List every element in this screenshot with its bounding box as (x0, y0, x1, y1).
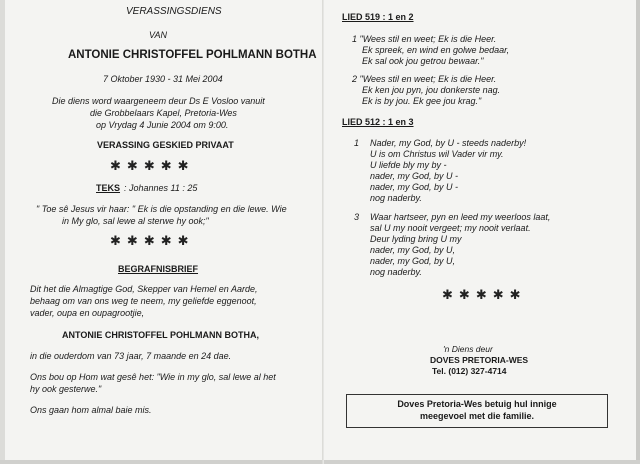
condolence-box (346, 394, 608, 428)
star-icon: ✱ (110, 233, 121, 248)
van-label: VAN (149, 30, 168, 40)
lied-512-v3-line-4: nader, my God, by U, (370, 245, 456, 255)
credit-line-3: Tel. (012) 327-4714 (432, 366, 507, 376)
service-line-1: Die diens word waargeneem deur Ds E Vosloo vanuit (52, 96, 265, 106)
quote-line-2: in My glo, sal lewe al sterwe hy ook;" (62, 216, 209, 226)
lied-512-v3-line-3: Deur lyding bring U my (370, 234, 462, 244)
lied-519-v2-line-2: Ek ken jou pyn, jou donkerste nag. (362, 85, 501, 95)
credit-line-2: DOVES PRETORIA-WES (430, 355, 529, 365)
star-icon: ✱ (458, 287, 470, 302)
lied-512-v1-line-3: U liefde bly my by - (370, 160, 447, 170)
lied-512-v1-line-2: U is om Christus wil Vader vir my. (370, 149, 504, 159)
star-icon: ✱ (110, 158, 121, 173)
lied-512-v3-line-5: nader, my God, by U, (370, 256, 456, 266)
lied-512-v1-line-1: Nader, my God, by U - steeds naderby! (370, 138, 527, 148)
letter-line-2: behaag om van ons weg te neem, my geliefde eggenoot, (30, 296, 257, 306)
lied-512-v3-line-1: Waar hartseer, pyn en leed my weerloos laat, (370, 212, 551, 222)
letter-line-1: Dit het die Almagtige God, Skepper van Hemel en Aarde, (30, 284, 258, 294)
condolence-line-2: meegevoel met die familie. (419, 411, 535, 421)
lied-519-v1-line-1: 1 "Wees stil en weet; Ek is die Heer. (352, 34, 497, 44)
begrafnisbrief-heading: BEGRAFNISBRIEF (118, 264, 199, 274)
scripture-line-2: hy ook gesterwe." (30, 384, 102, 394)
lied-519-v2-line-3: Ek is by jou. Ek gee jou krag." (362, 96, 482, 106)
lied-519-v1-line-3: Ek sal ook jou getrou bewaar." (362, 56, 484, 66)
star-icon: ✱ (475, 287, 487, 302)
lied-519-title: LIED 519 : 1 en 2 (342, 12, 414, 22)
farewell-line: Ons gaan hom almal baie mis. (30, 405, 152, 415)
service-line-3: op Vrydag 4 Junie 2004 om 9:00. (96, 120, 229, 130)
condolence-line-1: Doves Pretoria-Wes betuig hul innige (397, 399, 557, 409)
lied-512-v3-number: 3 (354, 212, 360, 222)
lied-519-v1-line-2: Ek spreek, en wind en golwe bedaar, (362, 45, 510, 55)
life-dates: 7 Oktober 1930 - 31 Mei 2004 (103, 74, 223, 84)
lied-512-v3-line-2: sal U my nooit vergeet; my nooit verlaat. (370, 223, 531, 233)
age-line: in die ouderdom van 73 jaar, 7 maande en 24 dae. (30, 351, 232, 361)
paper-edge-bottom (0, 460, 640, 464)
star-icon: ✱ (177, 233, 189, 248)
star-icon: ✱ (492, 287, 504, 302)
private-notice: VERASSING GESKIED PRIVAAT (97, 140, 234, 150)
teks-label: TEKS (96, 183, 121, 193)
heading: VERASSINGSDIENS (126, 6, 222, 17)
star-divider-2 (110, 234, 189, 247)
paper-edge-left (0, 0, 5, 464)
service-line-2: die Grobbelaars Kapel, Pretoria-Wes (90, 108, 237, 118)
credit-line-1: 'n Diens deur (443, 344, 493, 354)
star-icon: ✱ (160, 158, 172, 173)
lied-512-v1-line-4: nader, my God, by U - (370, 171, 459, 181)
star-icon: ✱ (442, 287, 453, 302)
star-icon: ✱ (509, 287, 521, 302)
paper-edge-right (636, 0, 640, 464)
star-icon: ✱ (143, 233, 155, 248)
star-icon: ✱ (160, 233, 172, 248)
lied-512-title: LIED 512 : 1 en 3 (342, 117, 414, 127)
letter-line-3: vader, oupa en oupagrootjie, (30, 308, 145, 318)
lied-512-v1-number: 1 (354, 138, 360, 148)
star-divider-1 (110, 159, 189, 172)
star-icon: ✱ (126, 158, 138, 173)
lied-512-v1-line-5: nader, my God, by U - (370, 182, 459, 192)
star-divider-3 (442, 288, 521, 301)
deceased-name-repeat: ANTONIE CHRISTOFFEL POHLMANN BOTHA, (62, 330, 260, 340)
lied-512-v3-line-6: nog naderby. (370, 267, 422, 277)
page-fold (322, 0, 324, 464)
star-icon: ✱ (177, 158, 189, 173)
lied-519-v2-line-1: 2 "Wees stil en weet; Ek is die Heer. (352, 74, 497, 84)
deceased-name: ANTONIE CHRISTOFFEL POHLMANN BOTHA (68, 49, 317, 61)
scripture-line-1: Ons bou op Hom wat gesê het: "Wie in my glo, sal lewe al het (30, 372, 276, 382)
lied-512-v1-line-6: nog naderby. (370, 193, 422, 203)
quote-line-1: " Toe sê Jesus vir haar: " Ek is die opstanding en die lewe. Wie (36, 204, 287, 214)
star-icon: ✱ (126, 233, 138, 248)
star-icon: ✱ (143, 158, 155, 173)
teks-reference: : Johannes 11 : 25 (124, 183, 198, 193)
